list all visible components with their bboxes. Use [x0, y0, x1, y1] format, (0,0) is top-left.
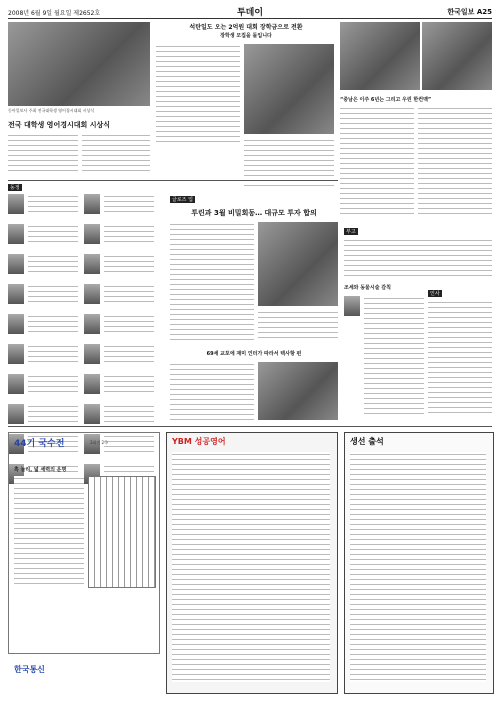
- story2-text-col2: [244, 138, 334, 186]
- portrait: [84, 224, 100, 244]
- baduk-board: [88, 476, 156, 588]
- header-date: 2008년 6월 9일 월요일 제2652호: [8, 10, 101, 17]
- photo-caption: 동아일보사 주최 전국대학생 영어경시대회 시상식: [8, 108, 95, 113]
- page-header: [8, 4, 492, 19]
- story3-photo-1: [340, 22, 420, 90]
- portrait: [84, 284, 100, 304]
- story3-headline: “중남은 이주 6년는 그리고 우린 한컨맥”: [340, 97, 432, 103]
- story1-text-col2: [82, 133, 150, 173]
- portrait: [84, 254, 100, 274]
- people-text: [28, 314, 78, 336]
- portrait: [8, 404, 24, 424]
- story1-headline: 전국 대학생 영어경시대회 시상식: [8, 121, 110, 129]
- story4-text-col2: [258, 310, 338, 342]
- story4-photo: [258, 222, 338, 306]
- portrait: [8, 194, 24, 214]
- portrait: [344, 296, 360, 316]
- people-text: [28, 404, 78, 426]
- people-text: [104, 224, 154, 246]
- portrait: [84, 404, 100, 424]
- baduk-title: 44기 국수전: [14, 439, 65, 449]
- portrait: [8, 224, 24, 244]
- people-text: [28, 224, 78, 246]
- story2-text-col1: [156, 44, 240, 144]
- bottom-left-headline: 흑 늘리, 넓 세력의 운명: [14, 467, 67, 473]
- section-title: 투데이: [236, 8, 264, 18]
- people-text: [104, 284, 154, 306]
- people-text: [28, 194, 78, 216]
- people-text: [28, 254, 78, 276]
- ad-2-title: 생선 출석: [350, 437, 384, 446]
- divider: [8, 180, 338, 181]
- portrait: [8, 374, 24, 394]
- portrait: [8, 314, 24, 334]
- story5-photo: [258, 362, 338, 420]
- portrait: [84, 314, 100, 334]
- story2-photo: [244, 44, 334, 134]
- people-text: [104, 344, 154, 366]
- sidebar-label-1: 부고: [346, 229, 356, 235]
- people-text: [104, 254, 154, 276]
- portrait: [84, 344, 100, 364]
- portrait: [84, 194, 100, 214]
- story4-headline: 투린과 3월 비밀회동… 대규모 투자 합의: [191, 209, 317, 217]
- people-text: [28, 374, 78, 396]
- brand-logo: 한국통신: [14, 665, 45, 674]
- portrait: [8, 254, 24, 274]
- column-label: 글로즈 업: [172, 197, 193, 203]
- story5-text-col1: [170, 362, 254, 420]
- story3-text-col2: [418, 106, 492, 216]
- story4-text-col1: [170, 222, 254, 342]
- story3-text-col1: [340, 106, 414, 216]
- people-section-label: 동정: [10, 185, 20, 191]
- people-text: [104, 404, 154, 426]
- portrait: [84, 374, 100, 394]
- people-text: [28, 284, 78, 306]
- group-photo: [8, 22, 150, 106]
- sidebar-text-1: [344, 238, 492, 278]
- story2-subhead: 장학생 모집을 돌입니다: [220, 33, 272, 39]
- story3-photo-2: [422, 22, 492, 90]
- divider: [8, 426, 492, 427]
- ad-ybm-text: [172, 452, 330, 682]
- people-text: [104, 314, 154, 336]
- sidebar-label-3: 인사: [430, 291, 440, 297]
- baduk-text: [14, 476, 84, 586]
- page-number: 한국일보 A25: [447, 8, 492, 16]
- ad-ybm-title: YBM 성공영어: [172, 437, 226, 446]
- portrait: [8, 284, 24, 304]
- people-text: [28, 344, 78, 366]
- story2-headline: 석탄일도 오는 2억원 대회 장학금으로 전환: [189, 24, 303, 31]
- sidebar-text-3: [428, 300, 492, 416]
- story5-headline: 69세 교포에 재미 인터가 따라서 텍사항 펀: [206, 351, 302, 357]
- portrait: [8, 344, 24, 364]
- sidebar-text-2: [364, 296, 424, 416]
- story1-text-col1: [8, 133, 78, 173]
- people-text: [104, 194, 154, 216]
- ad-2-text: [350, 452, 486, 682]
- people-text: [104, 374, 154, 396]
- baduk-sub: 3회전 2국: [90, 440, 108, 445]
- sidebar-headline: 조세와 동물시술 감칙: [344, 285, 391, 291]
